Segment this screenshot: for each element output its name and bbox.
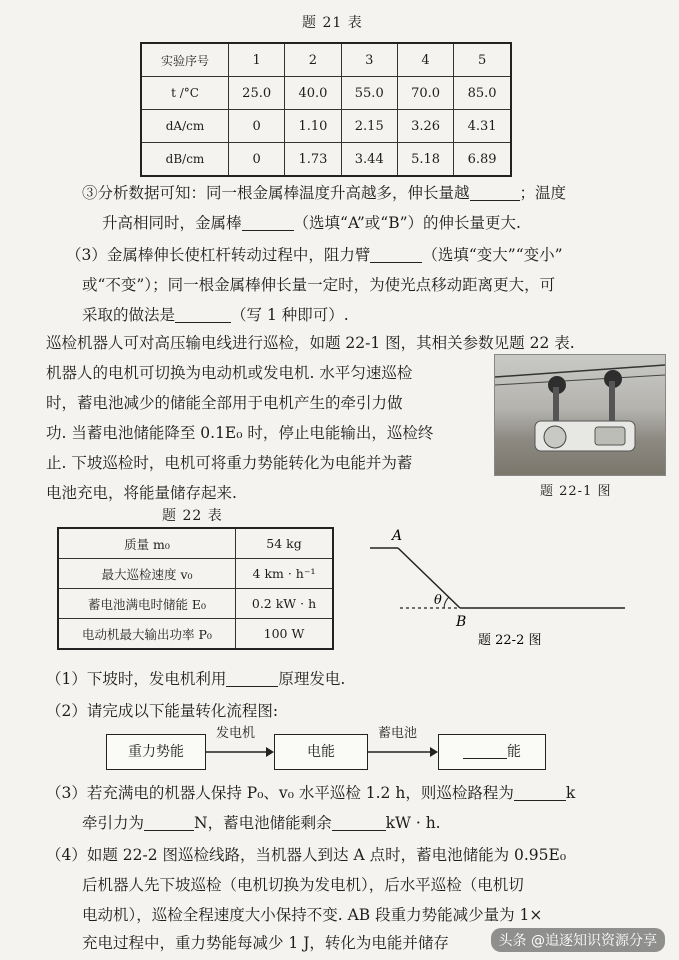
table-row	[141, 143, 511, 177]
param-name: 电动机最大输出功率 P₀	[58, 619, 236, 650]
table-row	[58, 619, 333, 650]
param-name: 质量 m₀	[58, 528, 236, 559]
point-a-label: A	[392, 528, 403, 544]
q21-line5: 采取的做法是 （写 1 种即可）.	[82, 306, 349, 324]
table21-caption: 题 21 表	[302, 15, 363, 31]
q22-sub4-line1: （4）如题 22-2 图巡检线路，当机器人到达 A 点时，蓄电池储能为 0.95E₀	[46, 846, 567, 864]
robot-icon	[495, 355, 665, 475]
watermark-badge: 头条 @追逐知识资源分享	[491, 928, 665, 952]
q22-intro-line: 巡检机器人可对高压输电线进行巡检，如题 22-1 图，其相关参数见题 22 表.	[46, 334, 575, 352]
q22-sub3-line2: 牵引力为 N，蓄电池储能剩余 kW · h.	[82, 814, 441, 832]
point-b-label: B	[456, 614, 467, 630]
row-header: dB/cm	[141, 143, 229, 177]
fig22-1-caption: 题 22-1 图	[540, 484, 612, 499]
table-cell: 6.89	[454, 143, 511, 177]
param-value: 100 W	[236, 619, 334, 650]
slope-diagram	[350, 520, 640, 660]
answer-blank[interactable]	[226, 668, 278, 687]
table-cell: 0	[229, 143, 285, 177]
table-row	[58, 559, 333, 589]
table-cell: 3.26	[397, 110, 453, 143]
answer-blank[interactable]	[470, 182, 520, 201]
param-value: 4 km · h⁻¹	[236, 559, 334, 589]
q22-intro-line: 功. 当蓄电池储能降至 0.1E₀ 时，停止电能输出，巡检终	[46, 424, 434, 442]
table22	[57, 527, 334, 650]
table-cell: 55.0	[341, 77, 397, 110]
param-value: 54 kg	[236, 528, 334, 559]
theta-label: θ	[434, 593, 442, 608]
table21	[140, 42, 512, 177]
row-header: t /°C	[141, 77, 229, 110]
table-cell: 3	[341, 43, 397, 77]
q21-line2: 升高相同时，金属棒 （选填“A”或“B”）的伸长量更大.	[102, 214, 521, 232]
q22-sub1: （1）下坡时，发电机利用 原理发电.	[46, 670, 346, 688]
answer-blank[interactable]	[175, 304, 231, 323]
flow-arrow-2-label: 蓄电池	[378, 726, 418, 741]
q22-sub4-line4: 充电过程中，重力势能每减少 1 J，转化为电能并储存	[82, 934, 449, 952]
table-row	[141, 77, 511, 110]
q22-sub3-line1: （3）若充满电的机器人保持 P₀、v₀ 水平巡检 1.2 h，则巡检路程为 k	[46, 784, 576, 802]
q22-sub4-line2: 后机器人先下坡巡检（电机切换为发电机），后水平巡检（电机切	[82, 876, 524, 894]
table-cell: 5	[454, 43, 511, 77]
answer-blank[interactable]	[144, 812, 194, 831]
row-header: dA/cm	[141, 110, 229, 143]
param-name: 最大巡检速度 v₀	[58, 559, 236, 589]
table-cell: 4	[397, 43, 453, 77]
answer-blank[interactable]	[242, 212, 294, 231]
q21-line3: （3）金属棒伸长使杠杆转动过程中，阻力臂 （选填“变大”“变小”	[66, 246, 563, 264]
row-header: 实验序号	[141, 43, 229, 77]
table-cell: 4.31	[454, 110, 511, 143]
table-cell: 70.0	[397, 77, 453, 110]
table-row	[58, 528, 333, 559]
fig22-2-caption: 题 22-2 图	[478, 633, 542, 648]
table-cell: 0	[229, 110, 285, 143]
answer-blank[interactable]	[463, 742, 507, 759]
flow-box-answer: 能	[438, 734, 546, 770]
table-cell: 1.73	[285, 143, 341, 177]
flow-arrow-1-label: 发电机	[216, 726, 256, 741]
table-cell: 3.44	[341, 143, 397, 177]
param-value: 0.2 kW · h	[236, 589, 334, 619]
table-row	[141, 110, 511, 143]
q21-line4: 或“不变”）；同一根金属棒伸长量一定时，为使光点移动距离更大，可	[82, 276, 556, 294]
table-row	[141, 43, 511, 77]
flow-box-gravity: 重力势能	[106, 734, 206, 770]
table-cell: 1	[229, 43, 285, 77]
table-cell: 2.15	[341, 110, 397, 143]
q22-sub2: （2）请完成以下能量转化流程图:	[46, 702, 279, 720]
q22-intro-line: 止. 下坡巡检时，电机可将重力势能转化为电能并为蓄	[46, 454, 413, 472]
answer-blank[interactable]	[332, 812, 386, 831]
q21-line1: ③分析数据可知：同一根金属棒温度升高越多，伸长量越 ；温度	[82, 184, 567, 202]
table-row	[58, 589, 333, 619]
q22-sub4-line3: 电动机），巡检全程速度大小保持不变. AB 段重力势能减少量为 1×	[82, 906, 543, 924]
q22-intro-line: 电池充电，将能量储存起来.	[46, 484, 237, 502]
flow-box-electric: 电能	[274, 734, 368, 770]
table-cell: 5.18	[397, 143, 453, 177]
table-cell: 25.0	[229, 77, 285, 110]
table22-caption: 题 22 表	[162, 508, 223, 524]
answer-blank[interactable]	[514, 782, 566, 801]
answer-blank[interactable]	[370, 244, 422, 263]
q22-intro-line: 时，蓄电池减少的储能全部用于电机产生的牵引力做	[46, 394, 403, 412]
table-cell: 85.0	[454, 77, 511, 110]
q22-intro-line: 机器人的电机可切换为电动机或发电机. 水平匀速巡检	[46, 364, 413, 382]
param-name: 蓄电池满电时储能 E₀	[58, 589, 236, 619]
table-cell: 1.10	[285, 110, 341, 143]
table-cell: 2	[285, 43, 341, 77]
table-cell: 40.0	[285, 77, 341, 110]
robot-photo	[494, 354, 666, 476]
